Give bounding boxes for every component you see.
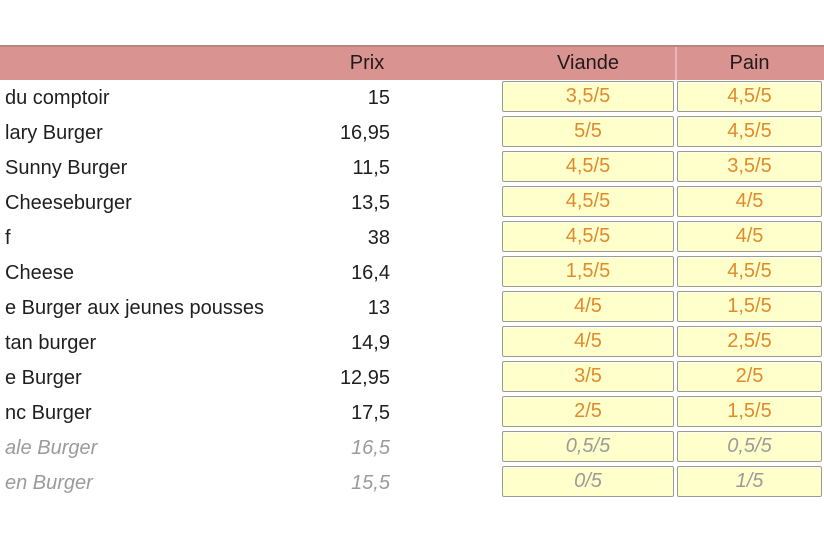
price-cell[interactable]: 14,9 xyxy=(351,332,390,354)
price-cell[interactable]: 16,5 xyxy=(351,437,390,459)
viande-rating-cell[interactable]: 0,5/5 xyxy=(502,431,674,462)
pain-rating-cell[interactable]: 0,5/5 xyxy=(677,431,822,462)
table-row xyxy=(0,186,824,221)
table-row xyxy=(0,291,824,326)
burger-name-cell[interactable]: Sunny Burger xyxy=(5,157,128,179)
price-cell[interactable]: 11,5 xyxy=(352,157,390,179)
viande-rating-cell[interactable]: 3/5 xyxy=(502,361,674,392)
pain-rating-cell[interactable]: 4/5 xyxy=(677,186,822,217)
column-header-pain[interactable]: Pain xyxy=(729,52,770,74)
column-divider xyxy=(675,47,677,80)
viande-rating-cell[interactable]: 4/5 xyxy=(502,326,674,357)
column-header-prix[interactable]: Prix xyxy=(349,52,385,74)
pain-rating-cell[interactable]: 3,5/5 xyxy=(677,151,822,182)
pain-rating-cell[interactable]: 1/5 xyxy=(677,466,822,497)
burger-name-cell[interactable]: en Burger xyxy=(5,472,93,494)
table-row xyxy=(0,81,824,116)
table-row xyxy=(0,221,824,256)
price-cell[interactable]: 15 xyxy=(367,87,390,109)
burger-name-cell[interactable]: f xyxy=(5,227,11,249)
price-cell[interactable]: 13,5 xyxy=(351,192,390,214)
viande-rating-cell[interactable]: 2/5 xyxy=(502,396,674,427)
column-header-viande[interactable]: Viande xyxy=(557,52,619,74)
pain-rating-cell[interactable]: 4/5 xyxy=(677,221,822,252)
table-row xyxy=(0,326,824,361)
viande-rating-cell[interactable]: 0/5 xyxy=(502,466,674,497)
burger-name-cell[interactable]: tan burger xyxy=(5,332,97,354)
pain-rating-cell[interactable]: 4,5/5 xyxy=(677,116,822,147)
viande-rating-cell[interactable]: 1,5/5 xyxy=(502,256,674,287)
pain-rating-cell[interactable]: 1,5/5 xyxy=(677,291,822,322)
table-row xyxy=(0,466,824,501)
table-row xyxy=(0,151,824,186)
pain-rating-cell[interactable]: 4,5/5 xyxy=(677,256,822,287)
pain-rating-cell[interactable]: 2/5 xyxy=(677,361,822,392)
burger-name-cell[interactable]: nc Burger xyxy=(5,402,92,424)
burger-name-cell[interactable]: lary Burger xyxy=(5,122,103,144)
viande-rating-cell[interactable]: 4,5/5 xyxy=(502,186,674,217)
table-row xyxy=(0,396,824,431)
table-row xyxy=(0,116,824,151)
burger-name-cell[interactable]: Cheeseburger xyxy=(5,192,132,214)
price-cell[interactable]: 16,4 xyxy=(351,262,390,284)
price-cell[interactable]: 38 xyxy=(367,227,390,249)
viande-rating-cell[interactable]: 4,5/5 xyxy=(502,151,674,182)
viande-rating-cell[interactable]: 5/5 xyxy=(502,116,674,147)
table-row xyxy=(0,431,824,466)
burger-name-cell[interactable]: e Burger xyxy=(5,367,82,389)
viande-rating-cell[interactable]: 3,5/5 xyxy=(502,81,674,112)
price-cell[interactable]: 15,5 xyxy=(351,472,390,494)
price-cell[interactable]: 13 xyxy=(367,297,390,319)
pain-rating-cell[interactable]: 1,5/5 xyxy=(677,396,822,427)
table-row xyxy=(0,361,824,396)
table-header-row xyxy=(0,45,824,80)
pain-rating-cell[interactable]: 4,5/5 xyxy=(677,81,822,112)
table-body xyxy=(0,81,824,501)
table-row xyxy=(0,256,824,291)
viande-rating-cell[interactable]: 4,5/5 xyxy=(502,221,674,252)
burger-name-cell[interactable]: du comptoir xyxy=(5,87,110,109)
price-cell[interactable]: 16,95 xyxy=(339,122,390,144)
burger-name-cell[interactable]: ale Burger xyxy=(5,437,98,459)
price-cell[interactable]: 17,5 xyxy=(351,402,390,424)
burger-name-cell[interactable]: Cheese xyxy=(5,262,74,284)
viande-rating-cell[interactable]: 4/5 xyxy=(502,291,674,322)
burger-name-cell[interactable]: e Burger aux jeunes pousses xyxy=(5,297,265,319)
pain-rating-cell[interactable]: 2,5/5 xyxy=(677,326,822,357)
price-cell[interactable]: 12,95 xyxy=(339,367,390,389)
